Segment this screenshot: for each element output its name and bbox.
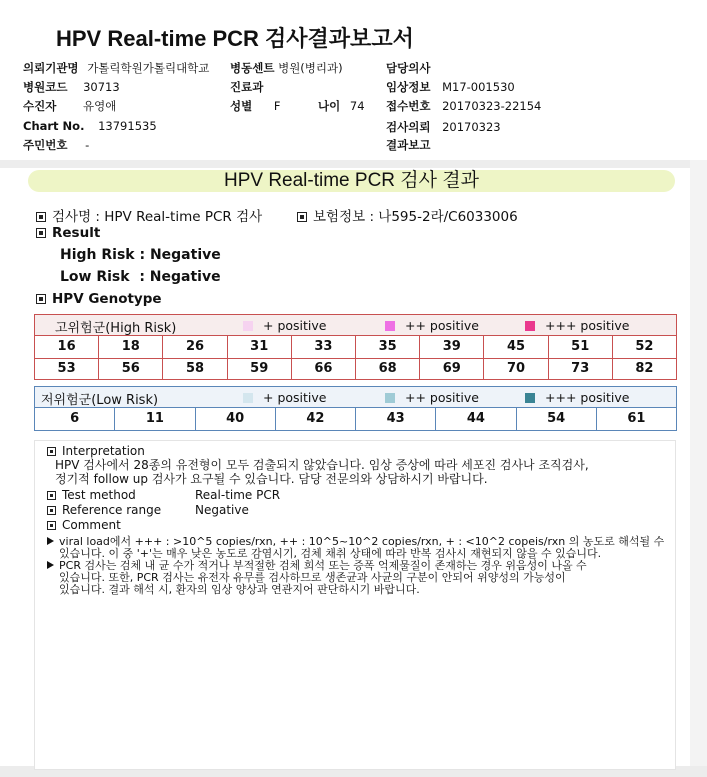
- reference-label: Reference range: [62, 503, 162, 517]
- genotype-cell: 44: [436, 408, 516, 430]
- test-method-label: Test method: [62, 488, 136, 502]
- ward-label: 병동센트: [230, 61, 275, 75]
- low-risk-label: 저위험군(Low Risk): [41, 393, 159, 408]
- collector-label: 수진자: [23, 99, 57, 113]
- legend-label: +++ positive: [545, 318, 630, 333]
- interpretation-heading: Interpretation: [62, 444, 145, 458]
- receipt-value: 20170323-22154: [442, 99, 542, 113]
- test-name-line: [36, 205, 262, 225]
- legend-label: ++ positive: [405, 318, 479, 333]
- receipt-field: [386, 98, 541, 114]
- dept-field: [230, 79, 263, 95]
- genotype-cell: 33: [292, 336, 356, 358]
- right-margin: [690, 160, 707, 777]
- chart-field: [23, 119, 157, 133]
- legend-swatch: [243, 321, 253, 331]
- reference-line: [47, 504, 161, 517]
- bullet-box-icon: [47, 491, 56, 500]
- genotype-cell: 70: [484, 358, 548, 380]
- genotype-cell: 35: [356, 336, 420, 358]
- low-risk-result: Low Risk : Negative: [60, 269, 221, 285]
- comment-1a-text: viral load에서 +++ : >10^5 copies/rxn, ++ : 10^5~10^2 copies/rxn, + : <10^2 copeis/rxn 의 농도로 해석될 수: [59, 535, 665, 548]
- genotype-cell: 42: [276, 408, 356, 430]
- high-risk-table: [34, 314, 677, 380]
- high-risk-header: [35, 315, 676, 336]
- dept-label: 진료과: [230, 80, 264, 94]
- legend-label: ++ positive: [405, 390, 479, 405]
- low-risk-row-1: [35, 408, 676, 430]
- hospital-code-field: [23, 79, 120, 95]
- bullet-box-icon: [36, 228, 46, 238]
- genotype-cell: 26: [163, 336, 227, 358]
- genotype-cell: 52: [635, 339, 654, 354]
- clinical-info-value: M17-001530: [442, 80, 515, 94]
- request-field: [386, 119, 501, 135]
- legend-swatch: [243, 393, 253, 403]
- age-value: 74: [349, 99, 365, 113]
- bullet-box-icon: [297, 212, 307, 222]
- low-legend-1: [243, 387, 326, 408]
- high-risk-result: High Risk : Negative: [60, 247, 221, 263]
- high-risk-row-2: [35, 358, 676, 380]
- section-divider: [0, 160, 707, 168]
- comment-2b: 있습니다. 또한, PCR 검사는 유전자 유무를 검사하므로 생존균과 사균의 구분이 안되어 위양성의 가능성이: [59, 571, 566, 584]
- genotype-heading-line: [36, 291, 162, 307]
- genotype-cell: 43: [356, 408, 436, 430]
- genotype-cell: 56: [99, 358, 163, 380]
- genotype-cell: 11: [115, 408, 195, 430]
- arrow-right-icon: [47, 537, 54, 545]
- comment-line: [47, 519, 121, 532]
- sex-field: [230, 98, 281, 114]
- genotype-cell: 39: [420, 336, 484, 358]
- genotype-cell: 59: [228, 358, 292, 380]
- doctor-label: 담당의사: [386, 61, 431, 75]
- legend-swatch: [525, 393, 535, 403]
- ward-field: [230, 60, 343, 76]
- high-risk-row-1: [35, 336, 676, 359]
- interpretation-text-1: HPV 검사에서 28종의 유전형이 모두 검출되지 않았습니다. 임상 증상에 따라 세포진 검사나 조직검사,: [55, 458, 589, 472]
- comment-1b: 있습니다. 이 중 '+'는 매우 낮은 농도로 감염시기, 검체 채취 상태에 따라 반복 검사시 재현되지 않을 수 있습니다.: [59, 547, 602, 560]
- reference-value: Negative: [195, 503, 249, 517]
- genotype-cell: 6: [35, 408, 115, 430]
- sex-label: 성별: [230, 99, 253, 113]
- age-label: 나이: [318, 99, 341, 113]
- legend-swatch: [385, 321, 395, 331]
- result-heading-line: [36, 225, 100, 241]
- genotype-cell: 61: [627, 411, 646, 426]
- test-method-value: Real-time PCR: [195, 488, 281, 502]
- hospital-code-value: 30713: [83, 80, 120, 94]
- genotype-cell: 82: [635, 361, 654, 376]
- result-banner: HPV Real-time PCR 검사 결과: [28, 170, 675, 192]
- bullet-box-icon: [36, 294, 46, 304]
- legend-label: +++ positive: [545, 390, 630, 405]
- genotype-cell: 68: [356, 358, 420, 380]
- bullet-box-icon: [36, 212, 46, 222]
- ward-value: 병원(병리과): [278, 61, 343, 75]
- low-legend-3: [525, 387, 629, 408]
- genotype-cell: 54: [517, 408, 597, 430]
- insurance-info: 보험정보 : 나595-2라/C6033006: [313, 209, 518, 225]
- legend-swatch: [385, 393, 395, 403]
- result-report-label: 결과보고: [386, 138, 431, 152]
- chart-value: 13791535: [98, 119, 157, 133]
- resident-value: -: [85, 138, 90, 152]
- low-risk-table: [34, 386, 677, 431]
- legend-label: + positive: [263, 318, 327, 333]
- resident-field: [23, 137, 89, 153]
- genotype-cell: 69: [420, 358, 484, 380]
- collector-field: [23, 98, 116, 114]
- genotype-cell: 66: [292, 358, 356, 380]
- request-value: 20170323: [442, 120, 501, 134]
- sex-value: F: [273, 99, 281, 113]
- arrow-right-icon: [47, 561, 54, 569]
- report-title: HPV Real-time PCR 검사결과보고서: [56, 26, 414, 51]
- request-label: 검사의뢰: [386, 120, 431, 134]
- clinical-info-label: 임상정보: [386, 80, 431, 94]
- receipt-label: 접수번호: [386, 99, 431, 113]
- comment-2a-text: PCR 검사는 검체 내 균 수가 적거나 부적절한 검체 희석 또는 증폭 억제물질이 존재하는 경우 위음성이 나올 수: [59, 559, 587, 572]
- bullet-box-icon: [47, 521, 56, 530]
- legend-swatch: [525, 321, 535, 331]
- bullet-box-icon: [47, 506, 56, 515]
- collector-value: 유영애: [82, 99, 117, 113]
- result-heading: Result: [52, 225, 101, 241]
- genotype-cell: 58: [163, 358, 227, 380]
- resident-label: 주민번호: [23, 138, 68, 152]
- chart-label: Chart No.: [23, 119, 85, 133]
- test-method-line: [47, 489, 136, 502]
- interpretation-text-2: 정기적 follow up 검사가 요구될 수 있습니다. 담당 전문의와 상담하시기 바랍니다.: [55, 472, 488, 486]
- institution-label: 의뢰기관명: [23, 61, 79, 75]
- low-risk-header: [35, 387, 676, 408]
- genotype-cell: 51: [549, 336, 613, 358]
- high-legend-2: [385, 315, 479, 336]
- interpretation-box: [34, 440, 676, 770]
- institution-value: 가톨릭학원가톨릭대학교: [87, 61, 210, 75]
- insurance-line: [297, 205, 518, 225]
- doctor-field: [386, 60, 430, 76]
- genotype-cell: 16: [35, 336, 99, 358]
- hospital-code-label: 병원코드: [23, 80, 68, 94]
- result-report-field: [386, 137, 430, 153]
- genotype-cell: 18: [99, 336, 163, 358]
- genotype-cell: 45: [484, 336, 548, 358]
- legend-label: + positive: [263, 390, 327, 405]
- clinical-info-field: [386, 79, 515, 95]
- test-name: 검사명 : HPV Real-time PCR 검사: [52, 209, 263, 225]
- genotype-cell: 53: [35, 358, 99, 380]
- institution-field: [23, 60, 209, 76]
- high-legend-1: [243, 315, 326, 336]
- genotype-cell: 40: [196, 408, 276, 430]
- bullet-box-icon: [47, 447, 56, 456]
- comment-2c: 있습니다. 결과 해석 시, 환자의 임상 양상과 연관지어 판단하시기 바랍니다.: [59, 583, 420, 596]
- low-legend-2: [385, 387, 479, 408]
- genotype-cell: 31: [228, 336, 292, 358]
- comment-label: Comment: [62, 518, 121, 532]
- genotype-heading: HPV Genotype: [52, 291, 162, 307]
- age-field: [318, 98, 365, 114]
- high-risk-label: 고위험군(High Risk): [55, 321, 177, 336]
- interpretation-heading-line: [47, 445, 145, 458]
- genotype-cell: 73: [549, 358, 613, 380]
- high-legend-3: [525, 315, 629, 336]
